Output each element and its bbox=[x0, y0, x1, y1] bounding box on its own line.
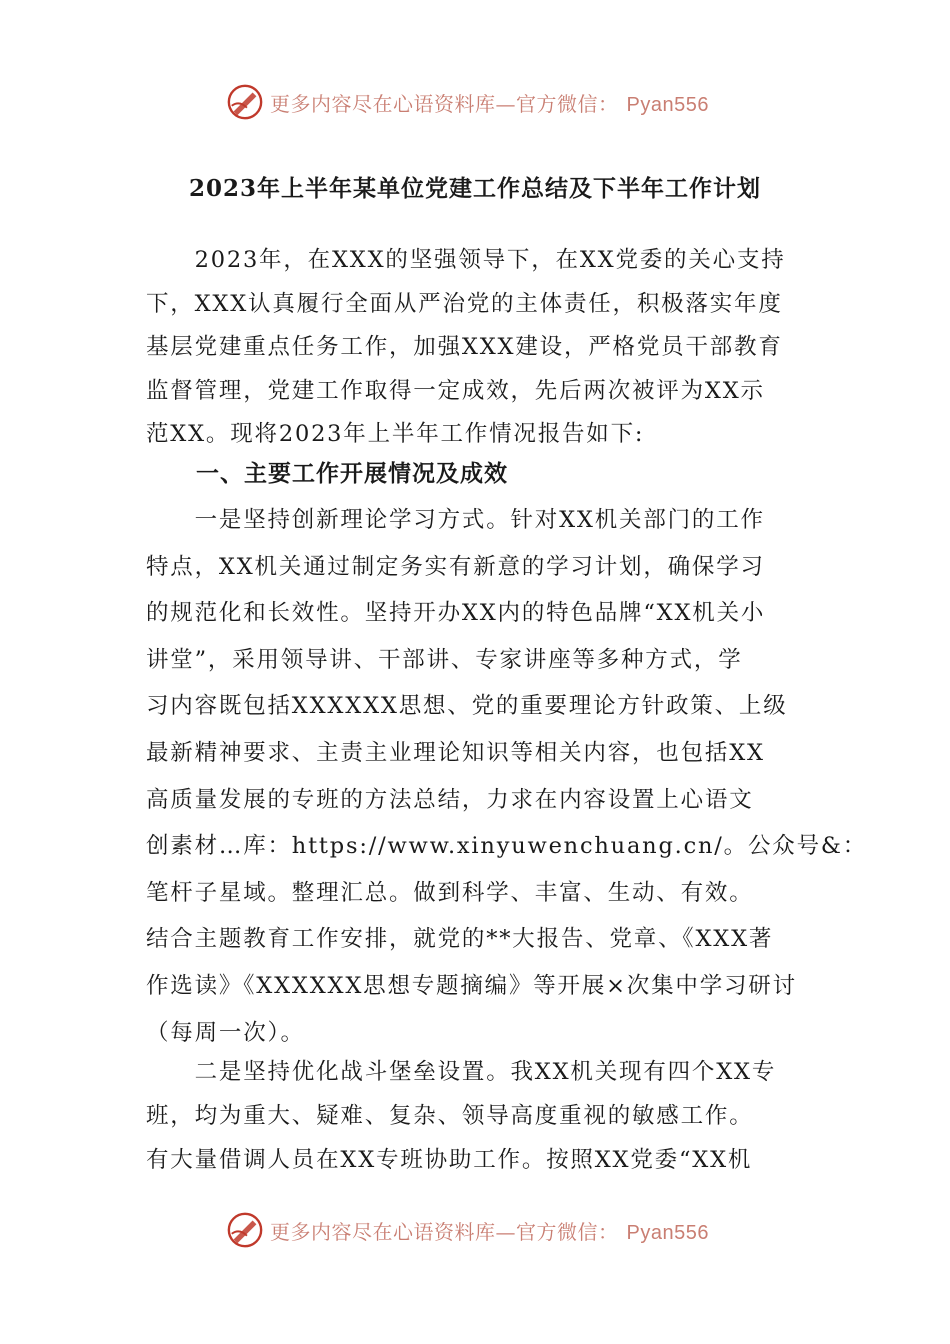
watermark-header bbox=[226, 82, 746, 122]
pen-logo-icon bbox=[226, 83, 264, 121]
text-line: 有大量借调人员在XX专班协助工作。按照XX党委“XX机 bbox=[146, 1147, 753, 1173]
document-title: 2023年上半年某单位党建工作总结及下半年工作计划 bbox=[188, 175, 761, 202]
paragraph-theory-study bbox=[146, 497, 868, 1056]
text-line: 范XX。现将2023年上半年工作情况报告如下: bbox=[146, 421, 645, 447]
watermark-footer bbox=[226, 1210, 746, 1250]
section-heading: 一、主要工作开展情况及成效 bbox=[196, 461, 508, 487]
pen-logo-icon bbox=[226, 1211, 264, 1249]
text-line: 创素材…库：https://www.xinyuwenchuang.cn/。公众号&： bbox=[146, 833, 868, 860]
text-line: 基层党建重点任务工作，加强XXX建设，严格党员干部教育 bbox=[146, 334, 783, 360]
text-line: 笔杆子星域。整理汇总。做到科学、丰富、生动、有效。 bbox=[146, 879, 754, 906]
watermark-text: 更多内容尽在心语资料库—官方微信： Pyan556 bbox=[270, 91, 709, 116]
intro-paragraph bbox=[146, 239, 806, 457]
text-line: 习内容既包括XXXXXX思想、党的重要理论方针政策、上级 bbox=[146, 693, 788, 720]
text-line: 监督管理，党建工作取得一定成效，先后两次被评为XX示 bbox=[146, 377, 765, 404]
text-line: 的规范化和长效性。坚持开办XX内的特色品牌“XX机关小 bbox=[146, 600, 766, 627]
paragraph-party-unit bbox=[146, 1050, 806, 1182]
text-line: 最新精神要求、主责主业理论知识等相关内容，也包括XX bbox=[146, 739, 765, 766]
watermark-text: 更多内容尽在心语资料库—官方微信： Pyan556 bbox=[270, 1219, 709, 1244]
text-line: （每周一次）。 bbox=[146, 1019, 305, 1046]
text-line: 讲堂”，采用领导讲、干部讲、专家讲座等多种方式，学 bbox=[146, 646, 743, 673]
text-line: 特点，XX机关通过制定务实有新意的学习计划，确保学习 bbox=[146, 553, 765, 580]
text-line: 高质量发展的专班的方法总结，力求在内容设置上心语文 bbox=[146, 786, 754, 813]
text-line: 作选读》《XXXXXX思想专题摘编》等开展×次集中学习研讨 bbox=[146, 972, 797, 999]
text-line: 结合主题教育工作安排，就党的**大报告、党章、《XXX著 bbox=[146, 926, 774, 953]
text-line: 下，XXX认真履行全面从严治党的主体责任，积极落实年度 bbox=[146, 290, 783, 317]
text-line: 2023年，在XXX的坚强领导下，在XX党委的关心支持 bbox=[146, 247, 786, 273]
text-line: 班，均为重大、疑难、复杂、领导高度重视的敏感工作。 bbox=[146, 1103, 754, 1129]
text-line: 二是坚持优化战斗堡垒设置。我XX机关现有四个XX专 bbox=[146, 1059, 777, 1085]
text-line: 一是坚持创新理论学习方式。针对XX机关部门的工作 bbox=[146, 507, 765, 533]
